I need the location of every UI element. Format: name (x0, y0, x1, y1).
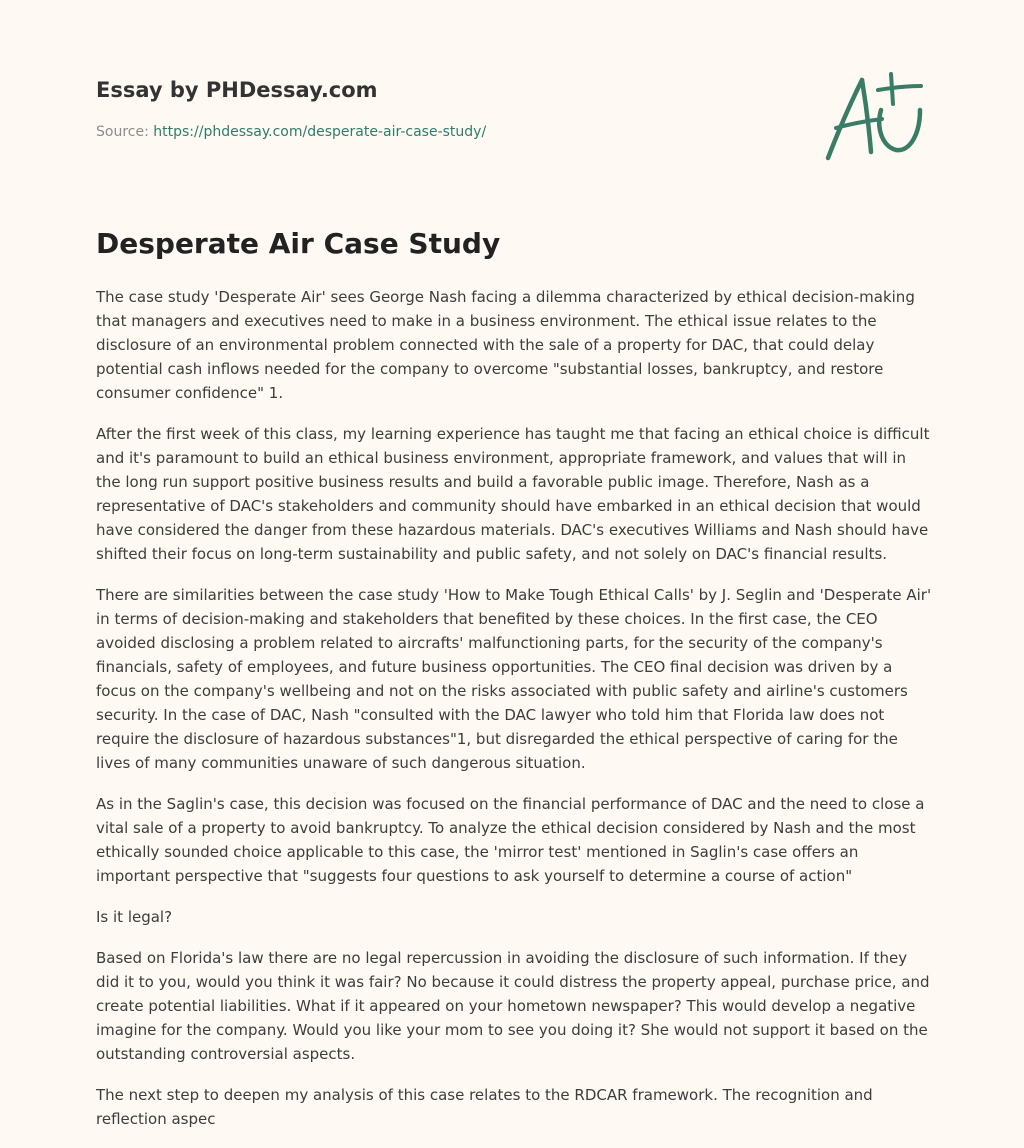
essay-paragraph: As in the Saglin's case, this decision was focused on the financial performance of DAC and the need to close a vital sale of a property to avoid bankruptcy. To analyze the ethical decision considered by Nash and the most ethically sounded choice applicable to this case, the 'mirror test' mentioned in Saglin's case offers an important perspective that "suggests four questions to ask yourself to determine a course of action" (96, 795, 925, 885)
source-link[interactable]: https://phdessay.com/desperate-air-case-study/ (153, 124, 487, 140)
essay-paragraph: Is it legal? (96, 908, 173, 926)
site-brand: Essay by PHDessay.com (96, 78, 378, 102)
essay-paragraph: The next step to deepen my analysis of this case relates to the RDCAR framework. The recognition and reflection aspec (96, 1086, 873, 1128)
essay-paragraph: Based on Florida's law there are no legal repercussion in avoiding the disclosure of such information. If they did it to you, would you think it was fair? No because it could distress the property appeal, purchase price, and create potential liabilities. What if it appeared on your hometown newspaper? This would develop a negative imagine for the company. Would you like your mom to see you doing it? She would not support it based on the outstanding controversial aspects. (96, 949, 930, 1063)
essay-paragraph: After the first week of this class, my learning experience has taught me that facing an ethical choice is difficult and it's paramount to build an ethical business environment, appropriate framework, and values that will in the long run support positive business results and build a favorable public image. Therefore, Nash as a representative of DAC's stakeholders and community should have embarked in an ethical decision that would have considered the danger from these hazardous materials. DAC's executives Williams and Nash should have shifted their focus on long-term sustainability and public safety, and not solely on DAC's financial results. (96, 425, 930, 563)
essay-paragraph: There are similarities between the case study 'How to Make Tough Ethical Calls' by J. Seglin and 'Desperate Air' in terms of decision-making and stakeholders that benefited by these choices. In the first case, the CEO avoided disclosing a problem related to aircrafts' malfunctioning parts, for the security of the company's financials, safety of employees, and future business opportunities. The CEO final decision was driven by a focus on the company's wellbeing and not on the risks associated with public safety and airline's customers security. In the case of DAC, Nash "consulted with the DAC lawyer who told him that Florida law does not require the disclosure of hazardous substances"1, but disregarded the ethical perspective of caring for the lives of many communities unaware of such dangerous situation. (96, 586, 932, 772)
essay-body (96, 285, 932, 1148)
source-line (96, 122, 916, 142)
essay-paragraph: The case study 'Desperate Air' sees George Nash facing a dilemma characterized by ethical decision-making that managers and executives need to make in a business environment. The ethical issue relates to the disclosure of an environmental problem connected with the sale of a property for DAC, that could delay potential cash inflows needed for the company to overcome "substantial losses, bankruptcy, and restore consumer confidence" 1. (96, 288, 915, 402)
a-plus-logo-icon (822, 66, 928, 166)
page-title: Desperate Air Case Study (96, 227, 501, 260)
source-label: Source: (96, 124, 149, 140)
essay-header (96, 76, 916, 142)
